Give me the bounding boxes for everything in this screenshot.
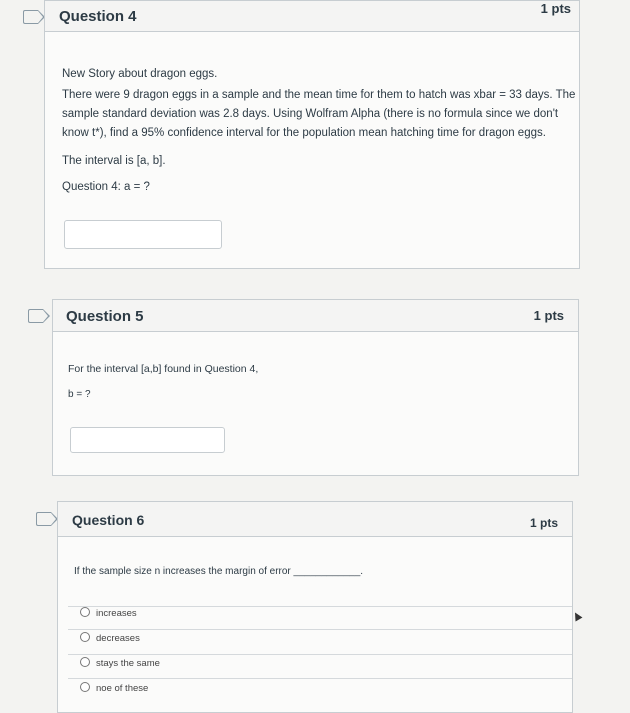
question-5-line-2: b = ? <box>68 389 91 400</box>
option-divider <box>68 606 572 607</box>
option-label: stays the same <box>96 658 160 669</box>
question-4-line-6: Question 4: a = ? <box>62 181 150 193</box>
question-4-line-1: New Story about dragon eggs. <box>62 68 218 80</box>
question-4-header <box>45 1 579 32</box>
question-6-title: Question 6 <box>72 512 145 528</box>
question-4-line-5: The interval is [a, b]. <box>62 155 166 167</box>
flag-icon[interactable] <box>36 512 51 526</box>
option-label: increases <box>96 608 137 619</box>
question-4-points: 1 pts <box>540 1 571 16</box>
question-6-card <box>57 501 573 713</box>
option-label: decreases <box>96 633 140 644</box>
radio-button[interactable] <box>80 607 90 617</box>
question-4-card <box>44 0 580 269</box>
question-6-points: 1 pts <box>529 516 558 530</box>
option-noe-of-these[interactable] <box>80 682 148 694</box>
radio-button[interactable] <box>80 632 90 642</box>
question-5-header <box>53 300 578 332</box>
option-increases[interactable] <box>80 607 137 619</box>
mouse-cursor-icon <box>572 611 583 622</box>
question-4-title: Question 4 <box>59 8 137 25</box>
question-5-card <box>52 299 579 476</box>
option-label: noe of these <box>96 683 149 694</box>
question-5-points: 1 pts <box>533 308 564 323</box>
question-4-line-2: There were 9 dragon eggs in a sample and the mean time for them to hatch was xbar = 33 days. The <box>62 89 576 101</box>
option-divider <box>68 678 572 679</box>
flag-icon[interactable] <box>23 10 38 24</box>
option-stays-the-same[interactable] <box>80 657 160 669</box>
question-6-header <box>58 502 572 537</box>
radio-button[interactable] <box>80 682 90 692</box>
option-decreases[interactable] <box>80 632 140 644</box>
flag-icon[interactable] <box>28 309 43 323</box>
question-6-prompt: If the sample size n increases the margin of error ____________. <box>74 566 364 577</box>
question-5-title: Question 5 <box>66 308 144 325</box>
radio-button[interactable] <box>80 657 90 667</box>
option-divider <box>68 629 572 630</box>
question-4-answer-input[interactable] <box>64 220 222 249</box>
option-divider <box>68 654 572 655</box>
question-5-line-1: For the interval [a,b] found in Question 4, <box>68 363 259 375</box>
question-4-line-3: sample standard deviation was 2.8 days. Using Wolfram Alpha (there is no formula since we don't <box>62 108 559 120</box>
question-4-line-4: know t*), find a 95% confidence interval for the population mean hatching time for dragon eggs. <box>62 127 546 139</box>
question-5-answer-input[interactable] <box>70 427 225 453</box>
